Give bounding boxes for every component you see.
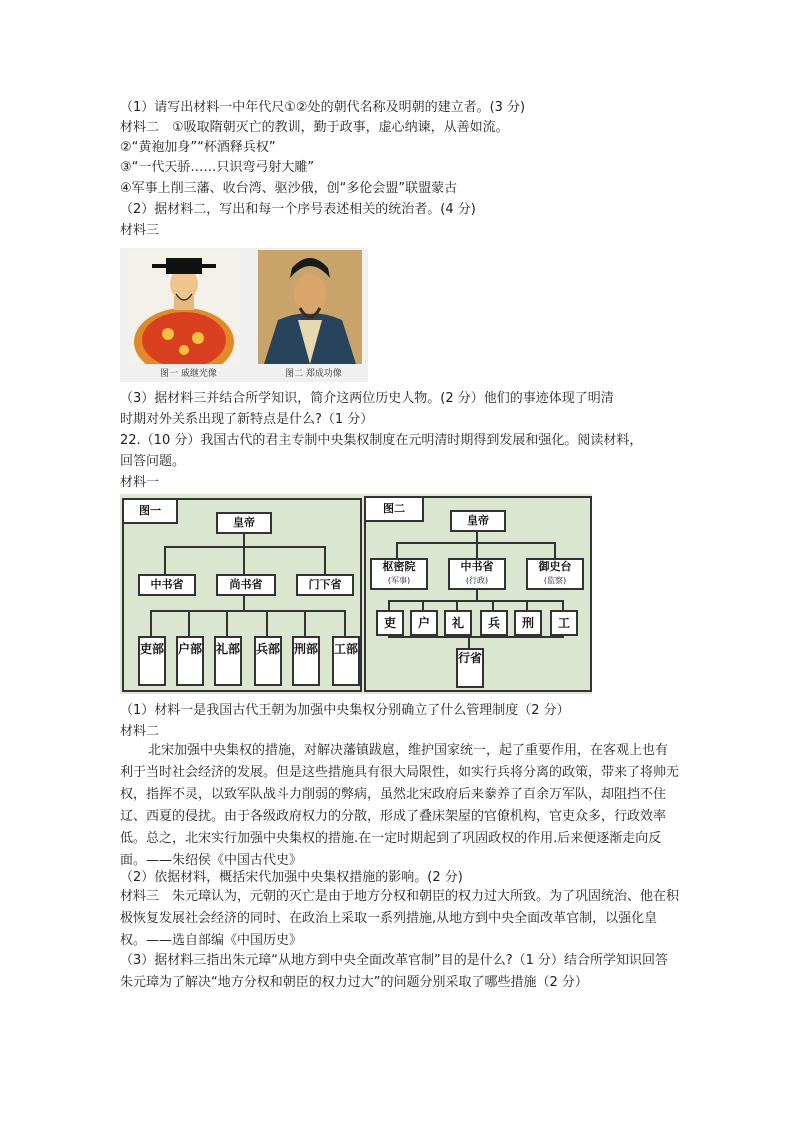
question-2: （2）据材料二，写出和每一个序号表述相关的统治者。(4 分)	[120, 202, 476, 217]
qi-jiguang-portrait	[128, 250, 240, 364]
chart-1-shangshu: 尚书省	[216, 574, 276, 596]
chart-1-bu-5: 刑部	[292, 636, 320, 686]
question-22-line-1: 22.（10 分）我国古代的君主专制中央集权制度在元明清时期得到发展和强化。阅读材料，	[120, 433, 643, 448]
material-3-figures	[120, 248, 368, 382]
chart-1-bu-1: 吏部	[138, 636, 166, 686]
chart-2-yushi-note: (监察)	[543, 576, 567, 585]
material-1-heading: 材料一	[120, 475, 160, 490]
chart-2-bu-4: 兵	[480, 610, 508, 636]
chart-2-zhongshu-note: (行政)	[465, 576, 489, 585]
material-2-item-2: ②“黄袍加身”“杯酒释兵权”	[120, 140, 276, 155]
question-22-1: （1）材料一是我国古代王朝为加强中央集权分别确立了什么管理制度（2 分）	[120, 703, 570, 718]
chart-1-zhongshu: 中书省	[138, 574, 196, 596]
zheng-chenggong-portrait	[258, 250, 362, 364]
chart-2-bu-5: 刑	[514, 610, 542, 636]
chart-2-panel	[364, 496, 592, 692]
material-3-passage: 材料三 朱元璋认为，元朝的灭亡是由于地方分权和朝臣的权力过大所致。为了巩固统治、他在积极恢复发展社会经济的同时、在政治上采取一系列措施,从地方到中央全面改革官制，以强化皇权。——选自部编《中国历史》	[120, 889, 680, 948]
chart-2-bu-6: 工	[550, 610, 578, 636]
caption-zheng-chenggong: 图二 郑成功像	[285, 369, 342, 379]
chart-1-panel	[122, 498, 362, 692]
material-2-passage: 北宋加强中央集权的措施，对解决藩镇跋扈，维护国家统一，起了重要作用，在客观上也有利于当时社会经济的发展。但是这些措施具有很大局限性，如实行兵将分离的政策，带来了将帅无权，指挥不灵，以致军队战斗力削弱的弊病，虽然北宋政府后来豢养了百余万军队，却阻挡不住辽、西夏的侵扰。由于各级政府权力的分散，形成了叠床架屋的官僚机构，官吏众多，行政效率低。总之，北宋实行加强中央集权的措施.在一定时期起到了巩固政权的作用.后来便逐渐走向反面。——朱绍侯《中国古代史》	[120, 743, 680, 868]
question-3-line-1: （3）据材料三并结合所学知识，简介这两位历史人物。(2 分）他们的事迹体现了明清	[120, 391, 614, 406]
material-3-heading: 材料三	[120, 223, 160, 238]
chart-1-title: 图一	[124, 500, 178, 524]
question-22-line-2: 回答问题。	[120, 454, 186, 469]
chart-1-bu-3: 礼部	[214, 636, 242, 686]
chart-1-menxia: 门下省	[296, 574, 354, 596]
chart-1-bu-4: 兵部	[254, 636, 282, 686]
chart-2-zhongshu	[448, 558, 506, 590]
chart-1-bu-2: 户部	[176, 636, 204, 686]
material-2-item-4: ④军事上削三藩、收台湾、驱沙俄，创“多伦会盟”联盟蒙古	[120, 181, 458, 196]
chart-2-title: 图二	[366, 498, 424, 522]
material-2-item-1: 材料二 ①吸取隋朝灭亡的教训，勤于政事，虚心纳谏，从善如流。	[120, 120, 509, 135]
chart-2-bu-1: 吏	[376, 610, 404, 636]
caption-qi-jiguang: 图一 戚继光像	[160, 369, 217, 379]
government-structure-charts	[120, 494, 592, 694]
chart-2-xingsheng: 行省	[456, 648, 484, 688]
chart-1-emperor: 皇帝	[216, 512, 272, 534]
chart-2-bu-2: 户	[410, 610, 438, 636]
question-22-2: （2）依据材料，概括宋代加强中央集权措施的影响。(2 分)	[120, 870, 463, 885]
material-2-item-3: ③“一代天骄……只识弯弓射大雕”	[120, 160, 315, 175]
chart-2-zhongshu-label: 中书省	[460, 560, 494, 573]
question-22-3: （3）据材料三指出朱元璋“从地方到中央全面改革官制”目的是什么?（1 分）结合所学知识回答朱元璋为了解决“地方分权和朝臣的权力过大”的问题分别采取了哪些措施（2 分）	[120, 953, 669, 990]
chart-2-yushi	[526, 558, 584, 590]
chart-2-shumi	[370, 558, 428, 590]
chart-2-yushi-label: 御史台	[538, 560, 572, 573]
chart-2-shumi-note: (军事)	[387, 576, 411, 585]
chart-2-emperor: 皇帝	[450, 510, 506, 532]
question-3-line-2: 时期对外关系出现了新特点是什么?（1 分）	[120, 412, 374, 427]
chart-1-bu-6: 工部	[332, 636, 360, 686]
chart-2-shumi-label: 枢密院	[382, 560, 416, 573]
material-2-heading-22: 材料二	[120, 724, 160, 739]
chart-2-bu-3: 礼	[444, 610, 472, 636]
question-1: （1）请写出材料一中年代尺①②处的朝代名称及明朝的建立者。(3 分)	[120, 100, 526, 115]
